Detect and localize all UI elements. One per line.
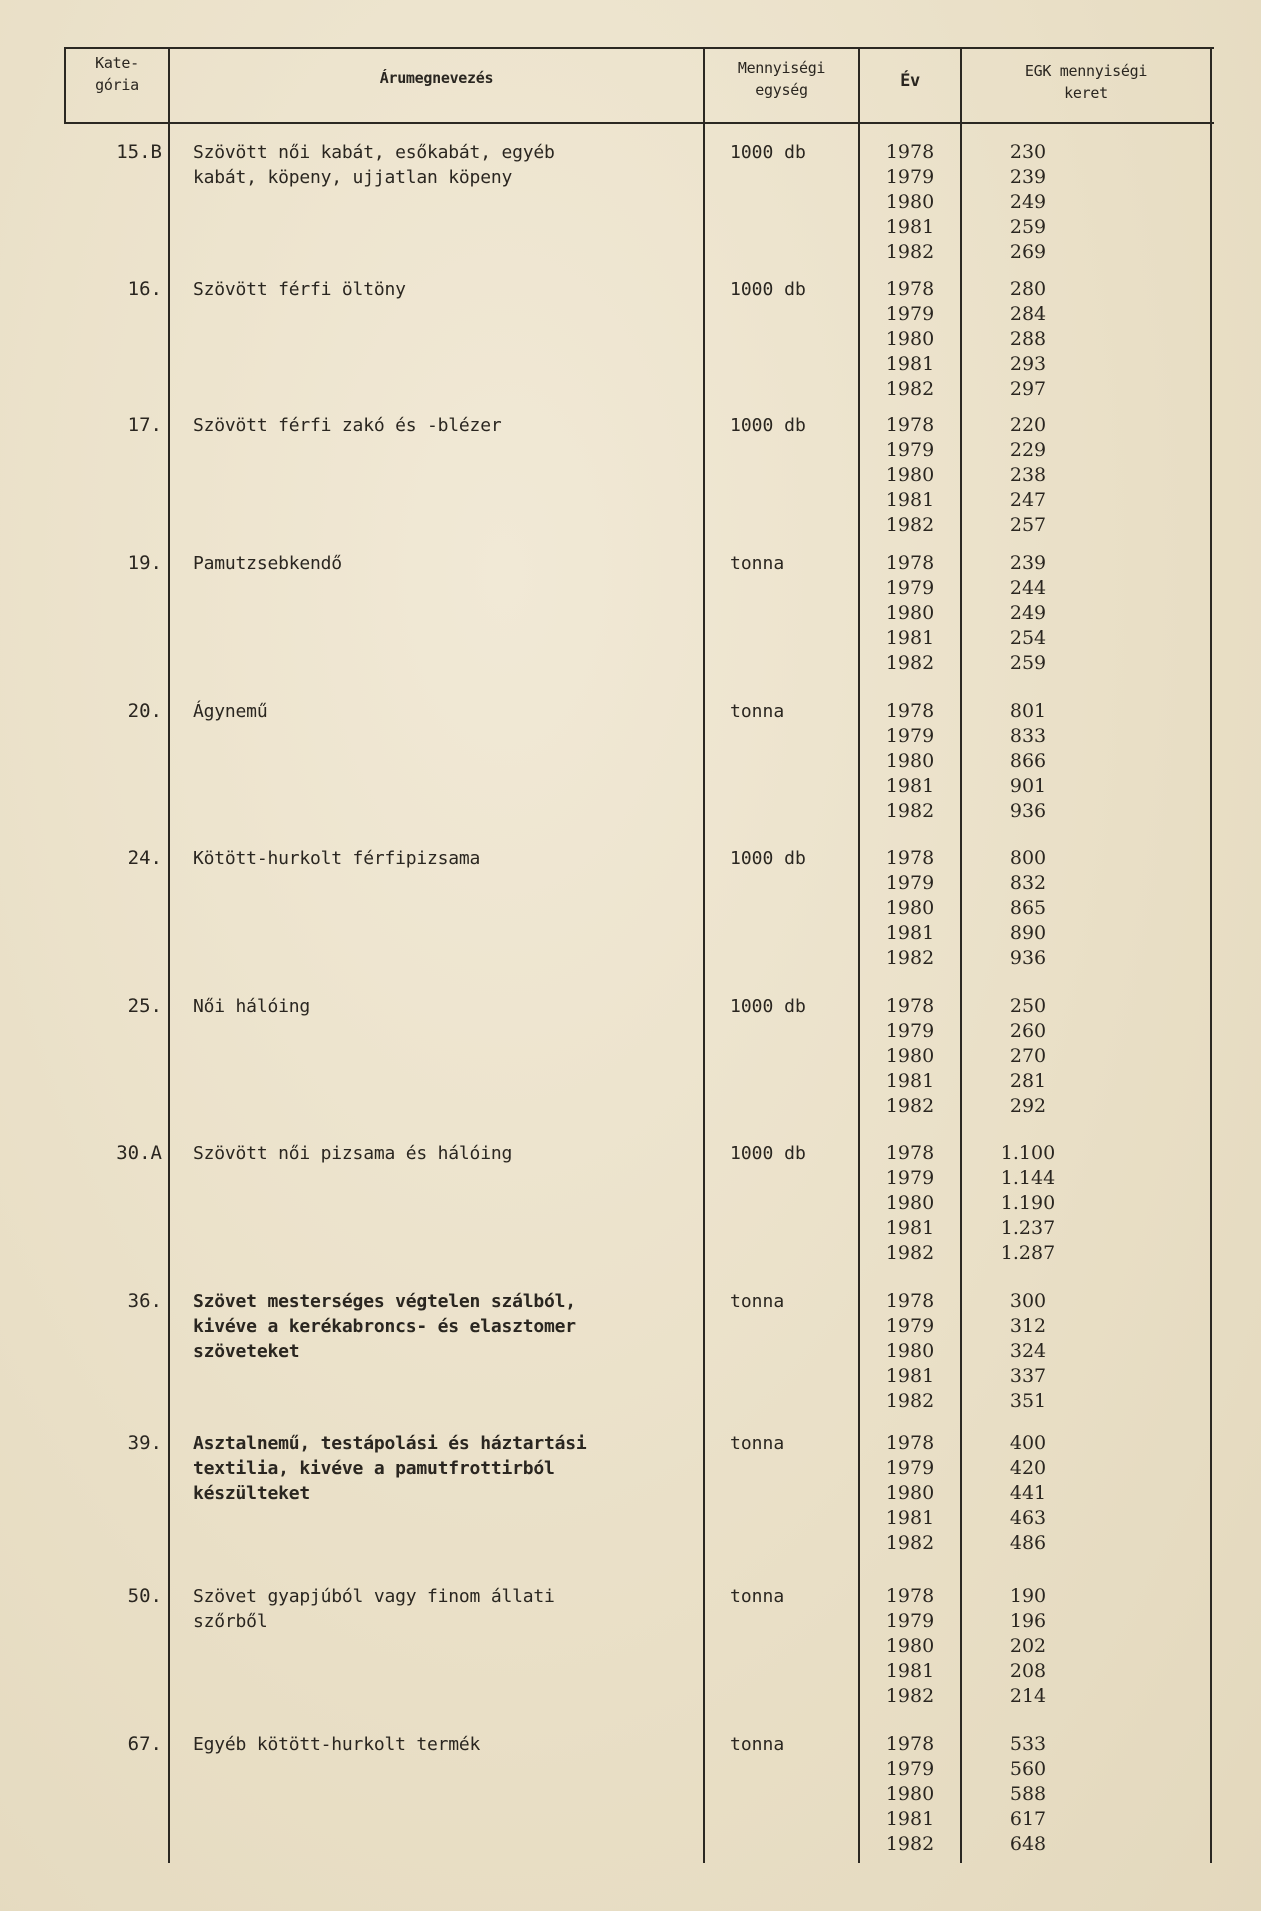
- quota-cell: 420: [1009, 1457, 1047, 1479]
- year-cell: 1979: [885, 1167, 935, 1189]
- row-unit: tonna: [730, 1586, 785, 1607]
- quota-cell: 214: [1009, 1685, 1047, 1707]
- row-unit: 1000 db: [730, 1143, 806, 1164]
- year-cell: 1980: [885, 1192, 935, 1214]
- header-year: Év: [900, 71, 920, 91]
- column-border-category: [168, 48, 170, 1863]
- header-product: Árumegnevezés: [379, 69, 494, 87]
- header-category: Kate- gória: [95, 54, 139, 94]
- year-cell: 1981: [885, 1217, 935, 1239]
- year-cell: 1979: [885, 725, 935, 747]
- row-quota-values: [962, 1141, 1094, 1266]
- row-category: 17.: [127, 414, 162, 436]
- year-cell: 1982: [885, 1095, 935, 1117]
- year-cell: 1980: [885, 1482, 935, 1504]
- quota-cell: 832: [1009, 872, 1047, 894]
- quota-cell: 239: [1009, 552, 1047, 574]
- year-cell: 1980: [885, 750, 935, 772]
- row-category: 16.: [127, 278, 162, 300]
- row-quota-values: [962, 1431, 1094, 1556]
- year-cell: 1978: [885, 141, 935, 163]
- year-cell: 1979: [885, 166, 935, 188]
- year-cell: 1982: [885, 514, 935, 536]
- quota-cell: 441: [1009, 1482, 1047, 1504]
- row-quota-values: [962, 140, 1094, 265]
- column-border-product: [703, 48, 705, 1863]
- year-cell: 1981: [885, 353, 935, 375]
- year-cell: 1980: [885, 897, 935, 919]
- quota-cell: 292: [1009, 1095, 1047, 1117]
- quota-cell: 270: [1009, 1045, 1047, 1067]
- row-years: [860, 277, 960, 402]
- row-years: [860, 1431, 960, 1556]
- year-cell: 1978: [885, 1290, 935, 1312]
- year-cell: 1982: [885, 378, 935, 400]
- quota-cell: 208: [1009, 1660, 1047, 1682]
- column-border-right: [1210, 48, 1212, 1863]
- quota-cell: 284: [1009, 303, 1047, 325]
- year-cell: 1979: [885, 1610, 935, 1632]
- year-cell: 1978: [885, 1733, 935, 1755]
- row-category: 25.: [127, 995, 162, 1017]
- quota-cell: 196: [1009, 1610, 1047, 1632]
- quota-cell: 259: [1009, 216, 1047, 238]
- year-cell: 1980: [885, 602, 935, 624]
- year-cell: 1980: [885, 464, 935, 486]
- year-cell: 1979: [885, 1758, 935, 1780]
- quota-cell: 230: [1009, 141, 1047, 163]
- quota-cell: 351: [1009, 1390, 1047, 1412]
- row-product-name: Szövött női pizsama és hálóing: [193, 1143, 513, 1164]
- row-years: [860, 846, 960, 971]
- row-unit: 1000 db: [730, 848, 806, 869]
- quota-cell: 249: [1009, 602, 1047, 624]
- quota-cell: 260: [1009, 1020, 1047, 1042]
- row-unit: 1000 db: [730, 279, 806, 300]
- year-cell: 1980: [885, 1635, 935, 1657]
- row-quota-values: [962, 846, 1094, 971]
- row-quota-values: [962, 1732, 1094, 1857]
- row-unit: 1000 db: [730, 142, 806, 163]
- row-years: [860, 1289, 960, 1414]
- quota-cell: 312: [1009, 1315, 1047, 1337]
- year-cell: 1979: [885, 577, 935, 599]
- row-product-name: Női hálóing: [193, 996, 311, 1017]
- quota-cell: 866: [1009, 750, 1047, 772]
- quota-cell: 463: [1009, 1507, 1047, 1529]
- row-quota-values: [962, 551, 1094, 676]
- quota-cell: 269: [1009, 241, 1047, 263]
- row-quota-values: [962, 699, 1094, 824]
- year-cell: 1979: [885, 1315, 935, 1337]
- quota-cell: 648: [1009, 1833, 1047, 1855]
- row-unit: tonna: [730, 1291, 785, 1312]
- year-cell: 1982: [885, 947, 935, 969]
- year-cell: 1978: [885, 700, 935, 722]
- year-cell: 1978: [885, 552, 935, 574]
- row-product-name: Asztalnemű, testápolási és háztartási textilia, kivéve a pamutfrottirból készülteket: [193, 1433, 587, 1504]
- year-cell: 1981: [885, 216, 935, 238]
- year-cell: 1982: [885, 1390, 935, 1412]
- year-cell: 1981: [885, 1070, 935, 1092]
- quota-cell: 257: [1009, 514, 1047, 536]
- year-cell: 1978: [885, 1432, 935, 1454]
- year-cell: 1982: [885, 1833, 935, 1855]
- year-cell: 1982: [885, 241, 935, 263]
- row-years: [860, 1584, 960, 1709]
- quota-cell: 254: [1009, 627, 1047, 649]
- quota-cell: 890: [1009, 922, 1047, 944]
- quota-cell: 833: [1009, 725, 1047, 747]
- quota-cell: 297: [1009, 378, 1047, 400]
- quota-cell: 337: [1009, 1365, 1047, 1387]
- quota-cell: 901: [1009, 775, 1047, 797]
- quota-cell: 400: [1009, 1432, 1047, 1454]
- row-years: [860, 1141, 960, 1266]
- row-product-name: Kötött-hurkolt férfipizsama: [193, 848, 481, 869]
- quota-cell: 588: [1009, 1783, 1047, 1805]
- year-cell: 1979: [885, 1020, 935, 1042]
- year-cell: 1978: [885, 1585, 935, 1607]
- year-cell: 1981: [885, 922, 935, 944]
- row-quota-values: [962, 277, 1094, 402]
- quota-cell: 560: [1009, 1758, 1047, 1780]
- year-cell: 1982: [885, 1532, 935, 1554]
- quota-cell: 293: [1009, 353, 1047, 375]
- quota-cell: 288: [1009, 328, 1047, 350]
- row-category: 15.B: [116, 141, 162, 163]
- quota-cell: 865: [1009, 897, 1047, 919]
- quota-cell: 300: [1009, 1290, 1047, 1312]
- quota-cell: 239: [1009, 166, 1047, 188]
- year-cell: 1981: [885, 489, 935, 511]
- year-cell: 1978: [885, 995, 935, 1017]
- quota-cell: 280: [1009, 278, 1047, 300]
- quota-cell: 190: [1009, 1585, 1047, 1607]
- row-quota-values: [962, 1584, 1094, 1709]
- year-cell: 1981: [885, 1660, 935, 1682]
- quota-cell: 249: [1009, 191, 1047, 213]
- header-bottom-border: [64, 122, 1214, 124]
- row-years: [860, 140, 960, 265]
- row-unit: tonna: [730, 1433, 785, 1454]
- quota-cell: 281: [1009, 1070, 1047, 1092]
- row-category: 50.: [127, 1585, 162, 1607]
- quota-cell: 229: [1009, 439, 1047, 461]
- year-cell: 1981: [885, 1507, 935, 1529]
- year-cell: 1982: [885, 1242, 935, 1264]
- header-quota: EGK mennyiségi keret: [1024, 62, 1148, 102]
- year-cell: 1981: [885, 1365, 935, 1387]
- quota-cell: 1.100: [1000, 1142, 1056, 1164]
- year-cell: 1981: [885, 627, 935, 649]
- quota-cell: 202: [1009, 1635, 1047, 1657]
- row-category: 36.: [127, 1290, 162, 1312]
- row-years: [860, 994, 960, 1119]
- quota-cell: 1.190: [1000, 1192, 1056, 1214]
- year-cell: 1981: [885, 1808, 935, 1830]
- quota-cell: 1.144: [1000, 1167, 1056, 1189]
- row-product-name: Szövött férfi öltöny: [193, 279, 406, 300]
- year-cell: 1982: [885, 1685, 935, 1707]
- quota-cell: 801: [1009, 700, 1047, 722]
- row-quota-values: [962, 413, 1094, 538]
- row-quota-values: [962, 994, 1094, 1119]
- quota-cell: 936: [1009, 800, 1047, 822]
- quota-cell: 1.287: [1000, 1242, 1056, 1264]
- row-product-name: Szövött férfi zakó és -blézer: [193, 415, 502, 436]
- row-product-name: Szövet gyapjúból vagy finom állati szőrből: [193, 1586, 555, 1632]
- year-cell: 1980: [885, 1340, 935, 1362]
- year-cell: 1980: [885, 1783, 935, 1805]
- quota-cell: 324: [1009, 1340, 1047, 1362]
- row-product-name: Egyéb kötött-hurkolt termék: [193, 1734, 481, 1755]
- year-cell: 1980: [885, 191, 935, 213]
- row-years: [860, 551, 960, 676]
- row-quota-values: [962, 1289, 1094, 1414]
- year-cell: 1978: [885, 1142, 935, 1164]
- row-category: 39.: [127, 1432, 162, 1454]
- row-unit: tonna: [730, 553, 785, 574]
- row-unit: tonna: [730, 701, 785, 722]
- year-cell: 1978: [885, 847, 935, 869]
- row-unit: tonna: [730, 1734, 785, 1755]
- row-unit: 1000 db: [730, 415, 806, 436]
- row-category: 20.: [127, 700, 162, 722]
- quota-cell: 259: [1009, 652, 1047, 674]
- year-cell: 1979: [885, 1457, 935, 1479]
- quota-cell: 220: [1009, 414, 1047, 436]
- row-product-name: Ágynemű: [193, 701, 268, 722]
- quota-cell: 800: [1009, 847, 1047, 869]
- row-product-name: Szövött női kabát, esőkabát, egyéb kabát, köpeny, ujjatlan köpeny: [193, 142, 555, 188]
- quota-cell: 1.237: [1000, 1217, 1056, 1239]
- row-category: 24.: [127, 847, 162, 869]
- row-unit: 1000 db: [730, 996, 806, 1017]
- header-unit: Mennyiségi egység: [737, 59, 826, 99]
- row-category: 67.: [127, 1733, 162, 1755]
- quota-cell: 244: [1009, 577, 1047, 599]
- quota-cell: 250: [1009, 995, 1047, 1017]
- year-cell: 1979: [885, 439, 935, 461]
- year-cell: 1979: [885, 872, 935, 894]
- row-category: 19.: [127, 552, 162, 574]
- quota-cell: 486: [1009, 1532, 1047, 1554]
- row-years: [860, 699, 960, 824]
- table-top-border: [64, 47, 1214, 49]
- quota-cell: 247: [1009, 489, 1047, 511]
- row-years: [860, 1732, 960, 1857]
- year-cell: 1980: [885, 1045, 935, 1067]
- row-category: 30.A: [116, 1142, 162, 1164]
- row-product-name: Szövet mesterséges végtelen szálból, kivéve a kerékabroncs- és elasztomer szöveteket: [193, 1291, 576, 1362]
- year-cell: 1978: [885, 278, 935, 300]
- year-cell: 1981: [885, 775, 935, 797]
- row-years: [860, 413, 960, 538]
- row-product-name: Pamutzsebkendő: [193, 553, 342, 574]
- year-cell: 1978: [885, 414, 935, 436]
- year-cell: 1980: [885, 328, 935, 350]
- year-cell: 1982: [885, 652, 935, 674]
- year-cell: 1982: [885, 800, 935, 822]
- quota-cell: 238: [1009, 464, 1047, 486]
- year-cell: 1979: [885, 303, 935, 325]
- quota-cell: 936: [1009, 947, 1047, 969]
- quota-cell: 617: [1009, 1808, 1047, 1830]
- quota-cell: 533: [1009, 1733, 1047, 1755]
